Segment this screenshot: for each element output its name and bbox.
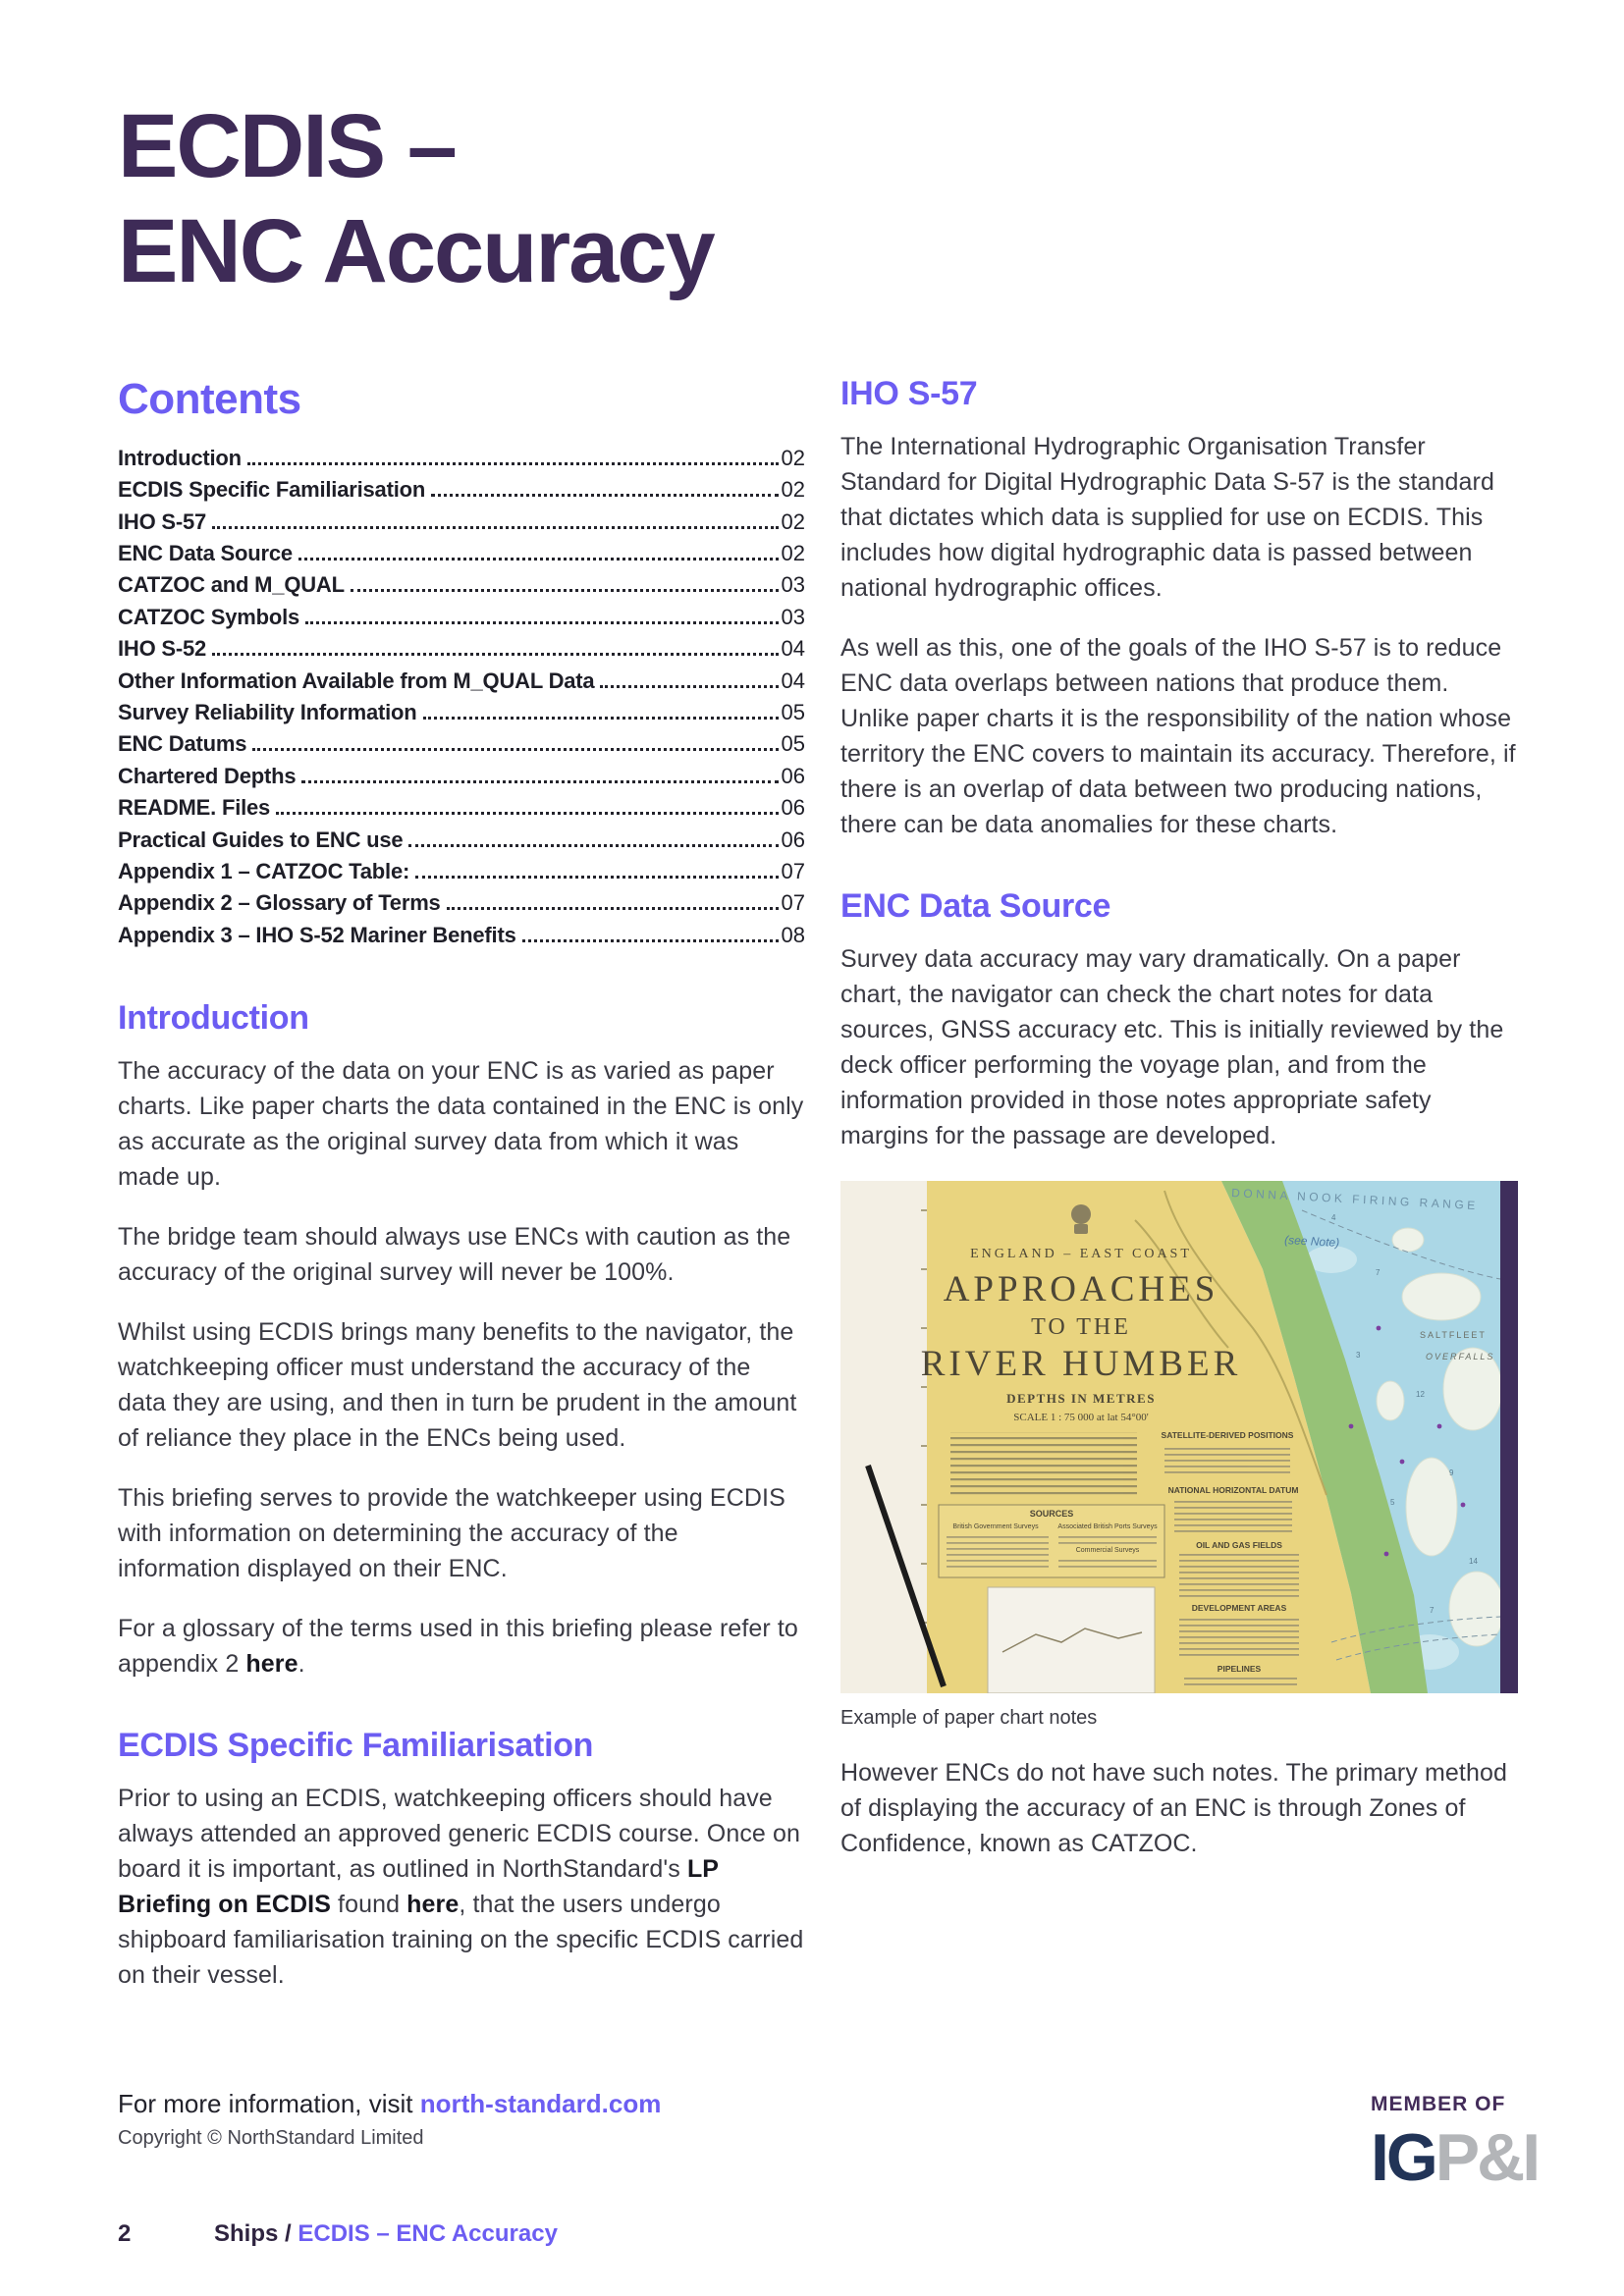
chart-firing-range-label: DONNA NOOK FIRING RANGE [1230, 1186, 1480, 1213]
chart-sources-col2-heading: Associated British Ports Surveys [1057, 1523, 1158, 1531]
toc-item-page-number: 07 [781, 858, 805, 883]
toc-item-label: Chartered Depths [118, 763, 297, 788]
toc-item[interactable] [118, 795, 805, 827]
footer-more-info [118, 2089, 661, 2119]
chart-overfalls-label: OVERFALLS [1426, 1352, 1495, 1362]
toc-dotted-leader [305, 621, 778, 624]
toc-dotted-leader [522, 939, 779, 942]
toc-item-page-number: 07 [781, 890, 805, 916]
figure-caption: Example of paper chart notes [840, 1707, 1098, 1730]
chart-margin [840, 1181, 927, 1693]
svg-text:3: 3 [1356, 1351, 1361, 1361]
member-of-block [1371, 2093, 1539, 2195]
familiarisation-text: Prior to using an ECDIS, watchkeeping officers should have always attended an approved generic ECDIS course. Once on board it is important, as outlined in NorthStandard's [118, 1785, 800, 1884]
chart-sources-col1-heading: British Government Surveys [952, 1523, 1039, 1531]
chart-illustration [840, 1181, 1518, 1693]
toc-item-label: IHO S-57 [118, 508, 207, 534]
glossary-text: For a glossary of the terms used in this briefing please refer to appendix 2 [118, 1615, 798, 1679]
svg-text:7: 7 [1430, 1606, 1435, 1616]
toc-dotted-leader [447, 907, 779, 910]
introduction-paragraph-2: The bridge team should always use ENCs with caution as the accuracy of the original survey will never be 100%. [118, 1223, 791, 1287]
toc-item-page-number: 02 [781, 477, 805, 503]
toc-item-page-number: 02 [781, 541, 805, 565]
toc-item-page-number: 04 [781, 667, 805, 693]
toc-item-label: ECDIS Specific Familiarisation [118, 477, 426, 503]
toc-item-label: README. Files [118, 795, 271, 821]
chart-scale-label: SCALE 1 : 75 000 at lat 54°00' [1013, 1412, 1149, 1424]
introduction-paragraph-3: Whilst using ECDIS brings many benefits to the navigator, the watchkeeping officer must understand the accuracy of the data they are using, and then in turn be prudent in the amount of reliance they place in the ENCs being used. [118, 1318, 797, 1453]
toc-dotted-leader [600, 685, 778, 688]
toc-dotted-leader [431, 494, 778, 497]
toc-item-page-number: 05 [781, 731, 805, 757]
toc-item-label: CATZOC Symbols [118, 604, 300, 629]
ig-pandi-logo [1371, 2120, 1539, 2195]
svg-text:7: 7 [1376, 1268, 1380, 1278]
page-number: 2 [118, 2220, 132, 2247]
toc-item[interactable] [118, 446, 805, 477]
briefing-here-link[interactable]: here [406, 1891, 460, 1919]
toc-item[interactable] [118, 890, 805, 922]
toc-item-label: Appendix 3 – IHO S-52 Mariner Benefits [118, 922, 516, 947]
chart-depths-label: DEPTHS IN METRES [1006, 1391, 1156, 1407]
photo-edge-bar [1500, 1181, 1518, 1693]
svg-text:14: 14 [1469, 1557, 1478, 1567]
toc-item-page-number: 06 [781, 795, 805, 821]
toc-dotted-leader [212, 653, 778, 656]
toc-item-page-number: 03 [781, 604, 805, 629]
footer-document-title[interactable]: ECDIS – ENC Accuracy [298, 2220, 558, 2247]
toc-dotted-leader [276, 812, 778, 815]
glossary-here-link[interactable]: here [245, 1650, 298, 1679]
chart-note-heading-datum: NATIONAL HORIZONTAL DATUM [1167, 1485, 1299, 1496]
toc-dotted-leader [408, 844, 778, 847]
toc-item[interactable] [118, 541, 805, 572]
svg-text:4: 4 [1331, 1213, 1336, 1223]
svg-text:9: 9 [1449, 1468, 1454, 1478]
chart-sources-heading: SOURCES [1029, 1509, 1074, 1520]
right-column [840, 375, 1518, 1886]
toc-dotted-leader [423, 717, 779, 720]
introduction-paragraph-5 [118, 1611, 805, 1682]
toc-item[interactable] [118, 605, 805, 636]
svg-text:12: 12 [1416, 1390, 1425, 1400]
toc-item[interactable] [118, 828, 805, 859]
familiarisation-text-mid: found [330, 1891, 407, 1919]
chart-title-1: APPROACHES [943, 1269, 1219, 1310]
toc-dotted-leader [247, 462, 779, 465]
contents-heading: Contents [118, 375, 301, 424]
toc-item[interactable] [118, 509, 805, 541]
ig-logo-text: IG [1371, 2120, 1435, 2195]
toc-item-label: Appendix 2 – Glossary of Terms [118, 890, 441, 916]
familiarisation-paragraph [118, 1781, 805, 1993]
footer-section-label: Ships / [214, 2220, 292, 2247]
toc-item-page-number: 04 [781, 636, 805, 662]
pandi-logo-text: P&I [1435, 2120, 1539, 2195]
toc-item[interactable] [118, 477, 805, 508]
toc-item[interactable] [118, 731, 805, 763]
glossary-text-end: . [298, 1650, 305, 1679]
toc-item[interactable] [118, 668, 805, 700]
iho-s57-paragraph-1: The International Hydrographic Organisation Transfer Standard for Digital Hydrographic Data S-57 is the standard that dictates which data is supplied for use on ECDIS. This includes how digital hydrographic data is passed between national hydrographic offices. [840, 433, 1494, 603]
introduction-paragraph-4: This briefing serves to provide the watchkeeper using ECDIS with information on determining the accuracy of the information displayed on their ENC. [118, 1484, 785, 1583]
left-column [118, 94, 805, 2017]
toc-item[interactable] [118, 700, 805, 731]
toc-item-label: IHO S-52 [118, 636, 207, 662]
page-title [118, 94, 805, 303]
toc-item-label: Appendix 1 – CATZOC Table: [118, 858, 410, 883]
toc-item-label: Survey Reliability Information [118, 699, 417, 724]
toc-dotted-leader [298, 558, 779, 561]
chart-title-3: RIVER HUMBER [920, 1344, 1242, 1385]
enc-data-source-paragraph: Survey data accuracy may vary dramatically. On a paper chart, the navigator can check the chart notes for data sources, GNSS accuracy etc. This is initially reviewed by the deck officer performing the voyage plan, and from the information provided in those notes appropriate safety margins for the passage are developed. [840, 945, 1504, 1150]
chart-note-heading-oilgas: OIL AND GAS FIELDS [1196, 1540, 1282, 1551]
chart-sources-col3-heading: Commercial Surveys [1075, 1547, 1140, 1555]
toc-item[interactable] [118, 636, 805, 667]
website-link[interactable]: north-standard.com [419, 2089, 662, 2118]
chart-inset-plan [988, 1587, 1155, 1693]
toc-item-label: CATZOC and M_QUAL [118, 572, 345, 598]
lp-briefing-bold: LP Briefing on ECDIS [118, 1855, 719, 1919]
toc-item[interactable] [118, 764, 805, 795]
chart-title-2: TO THE [1031, 1314, 1131, 1341]
toc-item-label: Introduction [118, 445, 242, 470]
chart-note-heading-satellite: SATELLITE-DERIVED POSITIONS [1161, 1430, 1294, 1441]
introduction-paragraph-1: The accuracy of the data on your ENC is as varied as paper charts. Like paper charts the data contained in the ENC is only as accurate as the original survey data from which it was made up. [118, 1057, 804, 1192]
footer-info-text: For more information, visit [118, 2089, 420, 2118]
copyright-notice: Copyright © NorthStandard Limited [118, 2127, 424, 2149]
enc-data-source-heading: ENC Data Source [840, 887, 1111, 926]
familiarisation-text-end: , that the users undergo shipboard familiarisation training on the specific ECDIS carried on their vessel. [118, 1891, 804, 1990]
introduction-heading: Introduction [118, 999, 309, 1038]
toc-item-label: ENC Data Source [118, 541, 293, 565]
toc-item-page-number: 08 [781, 922, 805, 947]
toc-item-label: Other Information Available from M_QUAL Data [118, 667, 595, 693]
toc-dotted-leader [301, 780, 778, 783]
chart-sources-box [939, 1505, 1164, 1577]
table-of-contents [118, 446, 805, 954]
chart-region-label: ENGLAND – EAST COAST [970, 1247, 1192, 1262]
iho-s57-paragraph-2: As well as this, one of the goals of the IHO S-57 is to reduce ENC data overlaps between nations that produce them. Unlike paper charts it is the responsibility of the nation whose territory the ENC covers to maintain its accuracy. Therefore, if there is an overlap of data between two producing nations, there can be data anomalies for these charts. [840, 634, 1516, 839]
chart-crest-icon [1071, 1204, 1091, 1234]
toc-item-page-number: 06 [781, 827, 805, 852]
paper-chart-photo [840, 1181, 1518, 1693]
toc-item[interactable] [118, 572, 805, 604]
toc-dotted-leader [252, 748, 778, 751]
toc-item-page-number: 06 [781, 763, 805, 788]
page-footer-bar [118, 2220, 558, 2248]
familiarisation-heading: ECDIS Specific Familiarisation [118, 1727, 594, 1765]
chart-note-heading-development: DEVELOPMENT AREAS [1191, 1603, 1287, 1614]
svg-text:5: 5 [1390, 1498, 1395, 1508]
chart-note-heading-pipelines: PIPELINES [1217, 1664, 1262, 1675]
chart-see-note-label: (see Note) [1283, 1233, 1340, 1251]
footer-info [118, 2089, 661, 2150]
toc-item-label: Practical Guides to ENC use [118, 827, 404, 852]
member-of-label: MEMBER OF [1371, 2093, 1506, 2115]
toc-dotted-leader [415, 876, 778, 879]
toc-item[interactable] [118, 923, 805, 954]
toc-item[interactable] [118, 859, 805, 890]
title-line-1: ECDIS – [118, 96, 456, 196]
iho-s57-heading: IHO S-57 [840, 375, 978, 412]
toc-dotted-leader [212, 526, 778, 529]
title-line-2: ENC Accuracy [118, 200, 714, 301]
toc-item-page-number: 02 [781, 445, 805, 470]
toc-item-label: ENC Datums [118, 731, 247, 757]
toc-item-page-number: 02 [781, 508, 805, 534]
chart-saltfleet-label: SALTFLEET [1420, 1330, 1487, 1341]
toc-item-page-number: 05 [781, 699, 805, 724]
toc-item-page-number: 03 [781, 572, 805, 598]
toc-dotted-leader [351, 589, 779, 592]
enc-data-source-paragraph-2: However ENCs do not have such notes. The primary method of displaying the accuracy of an ENC is through Zones of Confidence, known as CATZOC. [840, 1759, 1507, 1858]
